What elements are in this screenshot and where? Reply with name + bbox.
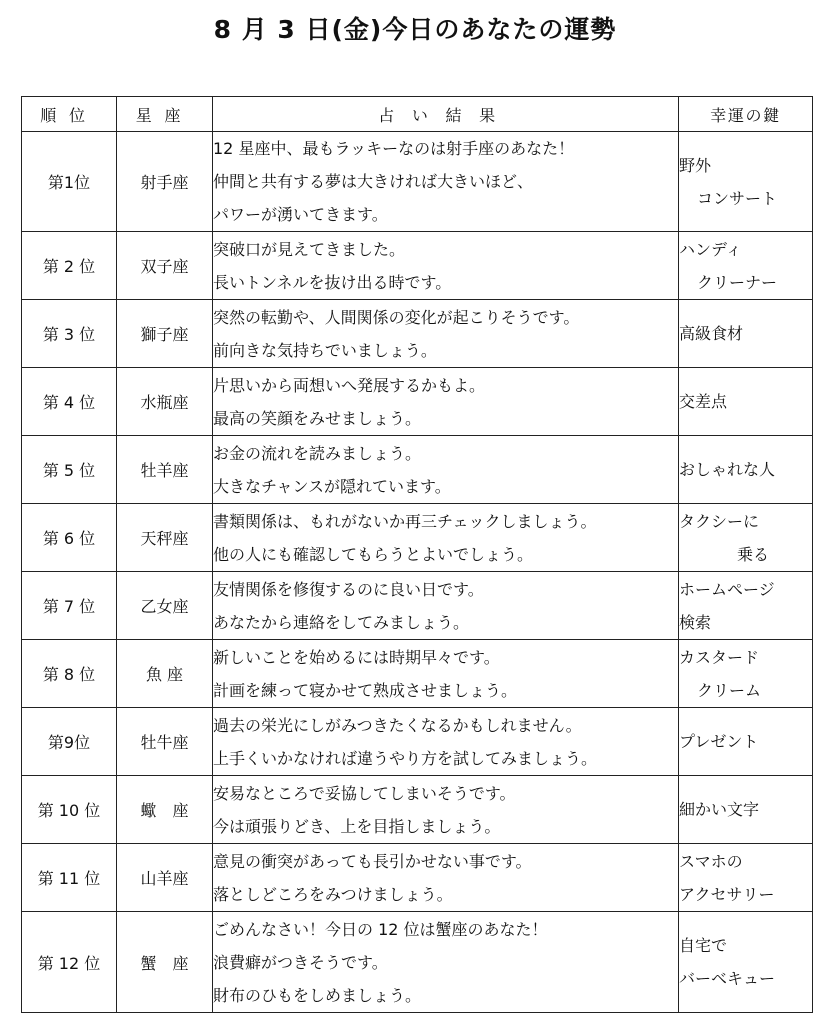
- lucky-key-line: カスタード: [679, 647, 760, 667]
- result-cell: [213, 132, 679, 232]
- result-cell: [213, 436, 679, 504]
- sign-cell: 牡羊座: [117, 436, 213, 504]
- result-line: 前向きな気持ちでいましょう。: [213, 340, 437, 360]
- result-line: 大きなチャンスが隠れています。: [213, 476, 451, 496]
- table-row: [22, 708, 813, 776]
- sign-cell: 水瓶座: [117, 368, 213, 436]
- rank-cell: 第 3 位: [22, 300, 117, 368]
- result-cell: [213, 300, 679, 368]
- result-line: あなたから連絡をしてみましょう。: [213, 612, 470, 632]
- lucky-key-cell: [679, 572, 813, 640]
- rank-cell: 第 7 位: [22, 572, 117, 640]
- header-result: 占い結果: [213, 97, 679, 132]
- header-sign: 星座: [117, 97, 213, 132]
- lucky-key-cell: [679, 436, 813, 504]
- sign-cell: 蠍 座: [117, 776, 213, 844]
- rank-cell: 第 2 位: [22, 232, 117, 300]
- table-row: [22, 844, 813, 912]
- lucky-key-cell: [679, 912, 813, 1013]
- result-line: 上手くいかなければ違うやり方を試してみましょう。: [213, 748, 598, 768]
- result-line: 12 星座中、最もラッキーなのは射手座のあなた！: [213, 139, 575, 158]
- lucky-key-line: ホームページ: [679, 579, 775, 599]
- lucky-key-line: 検索: [679, 612, 712, 632]
- rank-cell: 第 4 位: [22, 368, 117, 436]
- lucky-key-cell: [679, 300, 813, 368]
- rank-cell: 第 10 位: [22, 776, 117, 844]
- rank-cell: 第 11 位: [22, 844, 117, 912]
- table-row: [22, 436, 813, 504]
- sign-cell: 双子座: [117, 232, 213, 300]
- result-line: 仲間と共有する夢は大きければ大きいほど、: [213, 172, 534, 191]
- lucky-key-line: クリーナー: [697, 272, 778, 292]
- sign-cell: 射手座: [117, 132, 213, 232]
- lucky-key-cell: [679, 232, 813, 300]
- lucky-key-cell: [679, 640, 813, 708]
- fortune-table: [21, 96, 813, 1013]
- table-row: [22, 776, 813, 844]
- table-row: [22, 132, 813, 232]
- rank-cell: 第 8 位: [22, 640, 117, 708]
- rank-cell: 第 12 位: [22, 912, 117, 1013]
- result-line: 財布のひもをしめましょう。: [213, 985, 422, 1005]
- lucky-key-line: 野外: [679, 155, 712, 175]
- lucky-key-line: クリーム: [697, 680, 762, 700]
- result-line: 最高の笑顔をみせましょう。: [213, 408, 422, 428]
- page-title: 8 月 3 日(金)今日のあなたの運勢: [213, 15, 617, 44]
- result-cell: [213, 232, 679, 300]
- result-line: 計画を練って寝かせて熟成させましょう。: [213, 680, 518, 700]
- rank-cell: 第 6 位: [22, 504, 117, 572]
- result-line: 友情関係を修復するのに良い日です。: [213, 579, 484, 599]
- result-cell: [213, 844, 679, 912]
- result-line: パワーが湧いてきます。: [213, 205, 388, 224]
- table-row: [22, 368, 813, 436]
- header-row: [22, 97, 813, 132]
- lucky-key-cell: [679, 708, 813, 776]
- header-lucky-key: 幸運の鍵: [679, 97, 813, 132]
- lucky-key-cell: [679, 132, 813, 232]
- lucky-key-line: アクセサリー: [679, 884, 775, 904]
- result-line: 他の人にも確認してもらうとよいでしょう。: [213, 544, 534, 564]
- result-line: 今は頑張りどき、上を目指しましょう。: [213, 816, 501, 836]
- lucky-key-cell: [679, 368, 813, 436]
- table-row: [22, 572, 813, 640]
- sign-cell: 魚 座: [117, 640, 213, 708]
- lucky-key-line: コンサート: [697, 188, 778, 208]
- result-cell: [213, 776, 679, 844]
- table-row: [22, 912, 813, 1013]
- lucky-key-line: タクシーに: [679, 511, 760, 531]
- result-line: 安易なところで妥協してしまいそうです。: [213, 783, 516, 803]
- lucky-key-line: 乗る: [737, 544, 770, 564]
- lucky-key-line: バーベキュー: [679, 969, 776, 988]
- lucky-key-line: 自宅で: [679, 936, 728, 955]
- result-line: 浪費癖がつきそうです。: [213, 952, 388, 972]
- lucky-key-line: 高級食材: [679, 324, 744, 343]
- lucky-key-line: おしゃれな人: [679, 460, 776, 479]
- table-row: [22, 300, 813, 368]
- result-cell: [213, 572, 679, 640]
- lucky-key-line: 交差点: [679, 392, 728, 411]
- result-line: 片思いから両想いへ発展するかもよ。: [213, 375, 486, 395]
- result-line: 突然の転勤や、人間関係の変化が起こりそうです。: [213, 307, 580, 327]
- result-line: 落としどころをみつけましょう。: [213, 884, 453, 904]
- lucky-key-cell: [679, 844, 813, 912]
- result-line: 新しいことを始めるには時期早々です。: [213, 647, 500, 667]
- lucky-key-line: スマホの: [679, 851, 743, 871]
- sign-cell: 天秤座: [117, 504, 213, 572]
- sign-cell: 蟹 座: [117, 912, 213, 1013]
- rank-cell: 第 5 位: [22, 436, 117, 504]
- result-cell: [213, 504, 679, 572]
- result-cell: [213, 912, 679, 1013]
- rank-cell: 第1位: [22, 132, 117, 232]
- sign-cell: 乙女座: [117, 572, 213, 640]
- rank-cell: 第9位: [22, 708, 117, 776]
- lucky-key-line: ハンディ: [679, 239, 742, 259]
- result-line: お金の流れを読みましょう。: [213, 443, 422, 463]
- result-line: 意見の衝突があっても長引かせない事です。: [213, 851, 532, 871]
- lucky-key-line: プレゼント: [679, 732, 759, 751]
- header-rank: 順位: [22, 97, 117, 132]
- result-cell: [213, 708, 679, 776]
- result-cell: [213, 640, 679, 708]
- lucky-key-cell: [679, 776, 813, 844]
- sign-cell: 獅子座: [117, 300, 213, 368]
- result-line: ごめんなさい！今日の 12 位は蟹座のあなた！: [213, 919, 548, 939]
- sign-cell: 牡牛座: [117, 708, 213, 776]
- lucky-key-line: 細かい文字: [679, 800, 760, 819]
- result-line: 突破口が見えてきました。: [213, 239, 406, 259]
- result-cell: [213, 368, 679, 436]
- result-line: 過去の栄光にしがみつきたくなるかもしれません。: [213, 715, 582, 735]
- result-line: 書類関係は、もれがないか再三チェックしましょう。: [213, 511, 597, 531]
- table-row: [22, 640, 813, 708]
- table-row: [22, 232, 813, 300]
- sign-cell: 山羊座: [117, 844, 213, 912]
- result-line: 長いトンネルを抜け出る時です。: [213, 272, 452, 292]
- table-row: [22, 504, 813, 572]
- lucky-key-cell: [679, 504, 813, 572]
